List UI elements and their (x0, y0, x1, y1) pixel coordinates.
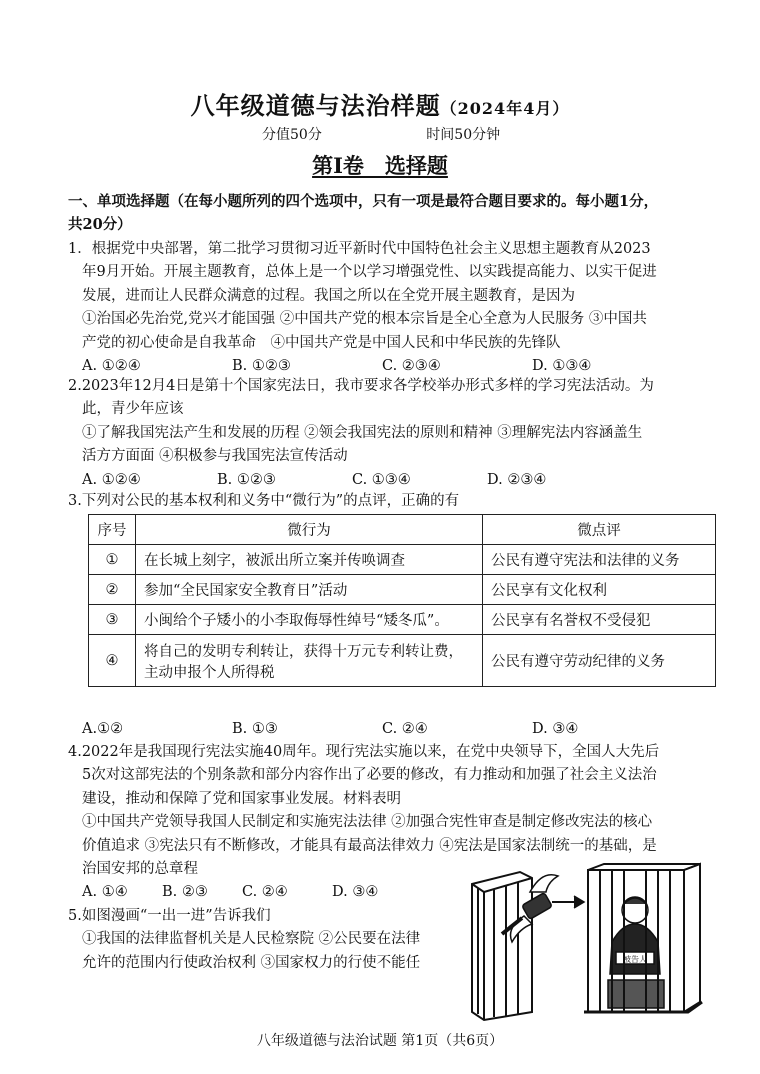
option-a: A.①② (82, 721, 124, 737)
evaluation-table (88, 514, 716, 687)
option-d: D. ①③④ (532, 358, 592, 375)
table-cell: ② (89, 575, 136, 605)
table-row (89, 575, 716, 605)
question-5 (68, 905, 458, 975)
option-c: C. ①③④ (352, 471, 411, 488)
option-d: D. ③④ (332, 884, 379, 901)
question-text: 5.如图漫画“一出一进”告诉我们 (68, 908, 271, 924)
option-b: B. ②③ (162, 884, 208, 901)
question-text: 此，青少年应该 (82, 401, 184, 418)
table-row (89, 545, 716, 575)
option-d: D. ③④ (532, 721, 579, 737)
question-text: 2.2023年12月4日是第十个国家宪法日，我市要求各学校举办形式多样的学习宪法活动。为 (68, 378, 654, 394)
table-header: 序号 (89, 515, 136, 545)
question-text: 年9月开始。开展主题教育，总体上是一个以学习增强党性、以实践提高能力、以实干促进 (82, 264, 657, 281)
question-3-options (68, 718, 718, 741)
question-text: 5次对这部宪法的个别条款和部分内容作出了必要的修改，有力推动和加强了社会主义法治 (82, 767, 657, 784)
option-c: C. ②④ (382, 721, 428, 737)
question-text: ①中国共产党领导我国人民制定和实施宪法法律 ②加强合宪性审查是制定修改宪法的核心 (82, 814, 653, 831)
option-c: C. ②③④ (382, 358, 441, 375)
page-title (0, 86, 760, 121)
time-text: 时间50分钟 (426, 127, 501, 143)
question-text: ①了解我国宪法产生和发展的历程 ②领会我国宪法的原则和精神 ③理解宪法内容涵盖生 (82, 424, 643, 441)
option-c: C. ②④ (242, 884, 288, 901)
table-cell: ① (89, 545, 136, 575)
section-heading-line: 共20分） (68, 216, 132, 234)
question-2 (68, 375, 718, 492)
question-text: 4.2022年是我国现行宪法实施40周年。现行宪法实施以来，在党中央领导下，全国人大先后 (68, 744, 660, 760)
section-heading (68, 190, 708, 237)
table-cell: 公民有遵守宪法和法律的义务 (483, 545, 716, 575)
question-text: ①我国的法律监督机关是人民检察院 ②公民要在法律 (82, 931, 421, 948)
table-cell: 小闽给个子矮小的小李取侮辱性绰号“矮冬瓜”。 (136, 605, 483, 635)
title-text: 八年级道德与法治样题 (190, 91, 441, 120)
question-text: 1．根据党中央部署，第二批学习贯彻习近平新时代中国特色社会主义思想主题教育从2023 (68, 241, 651, 257)
table-cell: 在长城上刻字，被派出所立案并传唤调查 (136, 545, 483, 575)
option-b: B. ①②③ (217, 471, 276, 488)
option-b: B. ①③ (232, 721, 278, 737)
option-b: B. ①②③ (232, 358, 291, 375)
question-text: 产党的初心使命是自我革命 ④中国共产党是中国人民和中华民族的先锋队 (82, 334, 561, 351)
option-a: A. ①②④ (82, 358, 141, 375)
question-text: 允许的范围内行使政治权利 ③国家权力的行使不能任 (82, 954, 421, 971)
question-text: 治国安邦的总章程 (82, 861, 198, 878)
table-header-row (89, 515, 716, 545)
part-title: 第Ⅰ卷 选择题 (312, 153, 448, 178)
cartoon-illustration (462, 862, 714, 1022)
table-row (89, 635, 716, 687)
question-text: 发展，进而让人民群众满意的过程。我国之所以在全党开展主题教育，是因为 (82, 287, 575, 304)
part-heading (0, 150, 760, 180)
question-3 (68, 490, 718, 513)
option-d: D. ②③④ (487, 471, 547, 488)
score-text: 分值50分 (262, 127, 322, 143)
answer-options (68, 469, 718, 492)
question-text: ①治国必先治党,党兴才能国强 ②中国共产党的根本宗旨是全心全意为人民服务 ③中国共 (82, 311, 647, 328)
table-cell: ③ (89, 605, 136, 635)
question-text: 3.下列对公民的基本权利和义务中“微行为”的点评，正确的有 (68, 493, 460, 509)
table-cell: 公民有遵守劳动纪律的义务 (483, 635, 716, 687)
table-cell: 公民享有文化权利 (483, 575, 716, 605)
question-1 (68, 238, 718, 378)
defendant-sign: 被告人 (623, 955, 647, 964)
option-a: A. ①④ (82, 884, 128, 901)
table-cell: ④ (89, 635, 136, 687)
open-cage-icon (472, 872, 532, 1020)
page-footer: 八年级道德与法治试题 第1页（共6页） (256, 1033, 504, 1049)
exam-meta (262, 124, 500, 144)
question-text: 建设，推动和保障了党和国家事业发展。材料表明 (82, 790, 401, 807)
table-cell: 公民享有名誉权不受侵犯 (483, 605, 716, 635)
table-header: 微点评 (483, 515, 716, 545)
title-date: （2024年4月） (440, 99, 570, 118)
table-row (89, 605, 716, 635)
question-text: 价值追求 ③宪法只有不断修改，才能具有最高法律效力 ④宪法是国家法制统一的基础，是 (82, 837, 657, 854)
table-header: 微行为 (136, 515, 483, 545)
answer-options (68, 718, 718, 741)
option-a: A. ①②④ (82, 471, 141, 488)
section-heading-line: 一、单项选择题（在每小题所列的四个选项中，只有一项是最符合题目要求的。每小题1分， (68, 193, 659, 210)
table-cell: 参加“全民国家安全教育日”活动 (136, 575, 483, 605)
question-text: 活方方面面 ④积极参与我国宪法宣传活动 (82, 448, 348, 465)
table-cell: 将自己的发明专利转让，获得十万元专利转让费，主动申报个人所得税 (136, 635, 483, 687)
